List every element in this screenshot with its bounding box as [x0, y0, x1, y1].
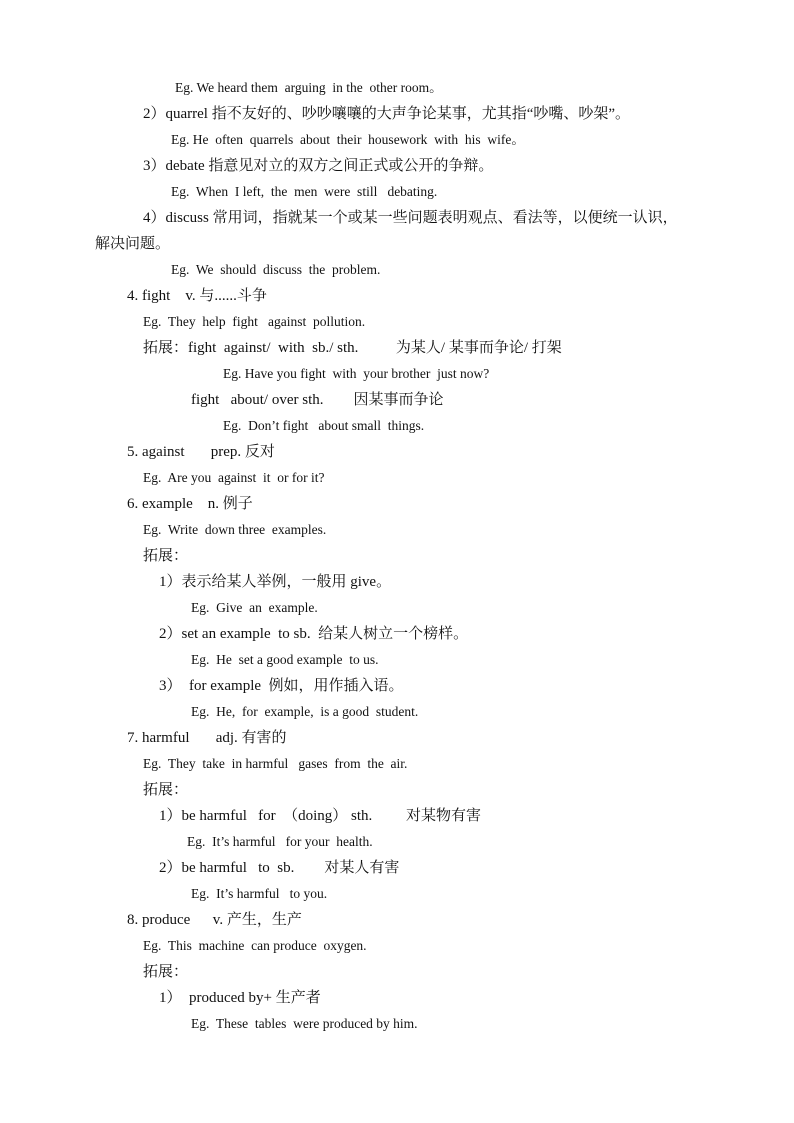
example-sentence: Eg. He set a good example to us. — [191, 652, 379, 667]
extension-line: 拓展：fight against/ with sb./ sth. 为某人/ 某事而争论/ 打架 — [143, 340, 562, 356]
example-sentence: Eg. We heard them arguing in the other room。 — [175, 80, 443, 95]
vocab-heading: 7. harmful adj. 有害的 — [127, 730, 287, 746]
extension-line: 1）表示给某人举例，一般用 give。 — [159, 574, 392, 590]
example-sentence: Eg. Give an example. — [191, 600, 318, 615]
definition-line: 2）quarrel 指不友好的、吵吵嚷嚷的大声争论某事，尤其指“吵嘴、吵架”。 — [143, 106, 631, 122]
example-sentence: Eg. It’s harmful for your health. — [187, 834, 373, 849]
extension-label: 拓展： — [143, 782, 189, 798]
definition-line: 3）debate 指意见对立的双方之间正式或公开的争辩。 — [143, 158, 494, 174]
example-sentence: Eg. Are you against it or for it? — [143, 470, 325, 485]
extension-line: 1） produced by+ 生产者 — [159, 990, 321, 1006]
example-sentence: Eg. When I left, the men were still debating. — [171, 184, 438, 199]
example-sentence: Eg. This machine can produce oxygen. — [143, 938, 367, 953]
vocab-heading: 6. example n. 例子 — [127, 496, 253, 512]
extension-line: 3） for example 例如，用作插入语。 — [159, 678, 404, 694]
extension-label: 拓展： — [143, 964, 189, 980]
extension-label: 拓展： — [143, 548, 189, 564]
example-sentence: Eg. They help fight against pollution. — [143, 314, 366, 329]
vocab-heading: 8. produce v. 产生，生产 — [127, 912, 302, 928]
example-sentence: Eg. It’s harmful to you. — [191, 886, 328, 901]
definition-line: 解决问题。 — [95, 236, 171, 252]
definition-line: 4）discuss 常用词，指就某一个或某一些问题表明观点、看法等，以便统一认识， — [143, 210, 678, 226]
example-sentence: Eg. Don’t fight about small things. — [223, 418, 425, 433]
example-sentence: Eg. He, for example, is a good student. — [191, 704, 419, 719]
extension-line: fight about/ over sth. 因某事而争论 — [191, 392, 444, 408]
extension-line: 1）be harmful for （doing） sth. 对某物有害 — [159, 808, 482, 824]
example-sentence: Eg. These tables were produced by him. — [191, 1016, 418, 1031]
vocab-heading: 4. fight v. 与......斗争 — [127, 288, 267, 304]
example-sentence: Eg. He often quarrels about their housework with his wife。 — [171, 132, 525, 147]
example-sentence: Eg. Write down three examples. — [143, 522, 327, 537]
example-sentence: Eg. We should discuss the problem. — [171, 262, 381, 277]
vocab-heading: 5. against prep. 反对 — [127, 444, 275, 460]
extension-line: 2）be harmful to sb. 对某人有害 — [159, 860, 400, 876]
example-sentence: Eg. They take in harmful gases from the air. — [143, 756, 408, 771]
extension-line: 2）set an example to sb. 给某人树立一个榜样。 — [159, 626, 469, 642]
example-sentence: Eg. Have you fight with your brother just now? — [223, 366, 490, 381]
